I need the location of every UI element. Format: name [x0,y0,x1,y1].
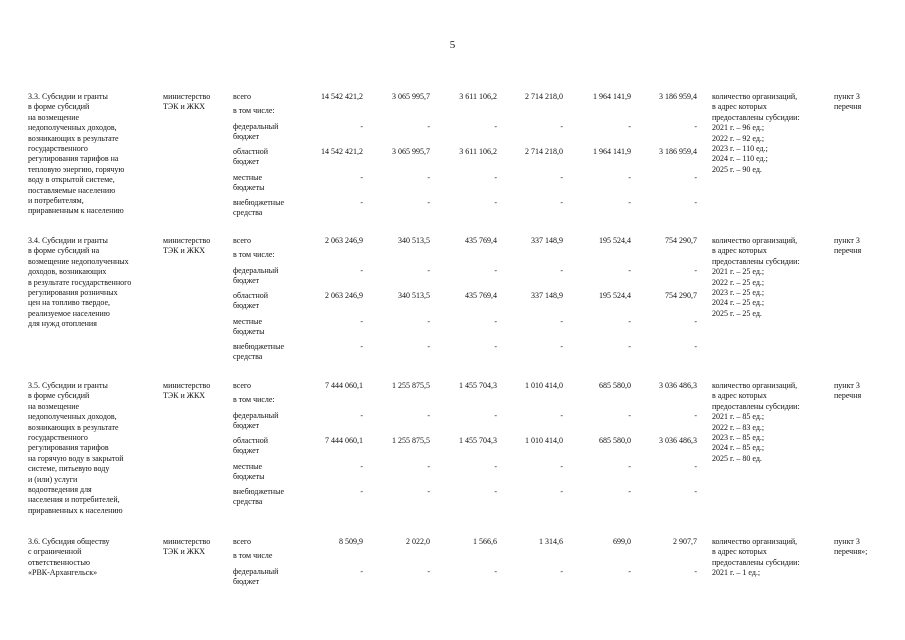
funding-value-2022: - [494,266,497,275]
funding-source-label-line: бюджет [233,132,260,142]
funding-value-2021: 340 513,5 [398,236,430,245]
result-indicator-line: количество организаций, [712,236,798,245]
funding-value-2025: - [694,266,697,275]
funding-value-2020: 2 063 246,9 [325,236,363,245]
funding-value-2021: - [427,411,430,420]
result-indicator-line: 2022 г. – 83 ед.; [712,422,765,432]
responsible-executor [163,381,229,402]
measure-name-line: приравненных к населению [28,505,123,515]
funding-source-label-line: местные [233,173,263,182]
funding-value-2024: - [628,173,631,182]
funding-value-2021: - [427,266,430,275]
funding-value-2021: - [427,342,430,351]
funding-source-label [233,106,308,116]
measure-name-line: возникающих в результате [28,422,119,432]
funding-source-label-line: средства [233,352,263,362]
result-indicator-line: 2021 г. – 1 ед.; [712,568,761,578]
measure-name-line: приравненным к населению [28,206,124,216]
executor-line: министерство [163,381,211,390]
funding-source-label-line: бюджет [233,301,260,311]
responsible-executor [163,537,229,558]
measure-name-line: поставляемые населению [28,185,116,195]
measure-name-line: в форме субсидий [28,391,90,401]
result-indicator-line: предоставлены субсидии: [712,557,800,567]
funding-value-2020: 8 509,9 [339,537,363,546]
funding-value-2023: - [560,462,563,471]
funding-source-label-line: областной [233,291,269,300]
funding-value-2021: - [427,173,430,182]
funding-value-2024: - [628,266,631,275]
list-reference-line: пункт 3 [834,236,860,245]
funding-value-2021: - [427,462,430,471]
result-indicator-line: 2025 г. – 90 ед. [712,164,762,174]
measure-name [28,537,158,579]
funding-source-label-line: всего [233,92,252,101]
measure-name-line: государственного [28,144,88,154]
funding-value-2022: - [494,462,497,471]
responsible-executor [163,236,229,257]
funding-value-2021: - [427,487,430,496]
measure-name-line: недополученных доходов, [28,412,117,422]
result-indicator-line: предоставлены субсидии: [712,112,800,122]
funding-source-label [233,395,308,405]
funding-value-2024: 685 580,0 [599,436,631,445]
funding-value-2020: 14 542 421,2 [321,92,363,101]
executor-line: министерство [163,236,211,245]
list-reference [834,92,879,113]
funding-value-2024: 195 524,4 [599,236,631,245]
funding-value-2025: - [694,317,697,326]
funding-value-2020: - [360,122,363,131]
page-number: 5 [449,39,456,51]
funding-value-2023: - [560,173,563,182]
list-reference-line: перечня [834,391,862,401]
funding-value-2021: 3 065 995,7 [392,147,430,156]
funding-value-2022: - [494,198,497,207]
result-indicator-line: 2025 г. – 80 ед. [712,453,762,463]
executor-line: ТЭК и ЖКХ [163,547,206,557]
list-reference [834,381,879,402]
funding-value-2023: - [560,317,563,326]
list-reference-line: пункт 3 [834,537,860,546]
measure-name-line: регулирования розничных [28,288,118,298]
funding-value-2020: - [360,342,363,351]
measure-name-line: с ограниченной [28,547,82,557]
funding-source-label-line: бюджет [233,577,260,587]
funding-value-2024: 685 580,0 [599,381,631,390]
result-indicator-line: количество организаций, [712,381,798,390]
funding-value-2021: 2 022,0 [406,537,430,546]
funding-source-label-line: внебюджетные [233,342,284,351]
funding-value-2024: 1 964 141,9 [593,147,631,156]
funding-source-label-line: местные [233,462,263,471]
measure-name-line: на возмещение [28,401,80,411]
measure-name-line: тепловую энергию, горячую [28,164,125,174]
funding-source-label-line: федеральный [233,411,279,420]
measure-name-line: в форме субсидий [28,102,90,112]
result-indicator-line: 2025 г. – 25 ед. [712,308,762,318]
result-indicator-line: 2021 г. – 96 ед.; [712,123,765,133]
funding-value-2023: 2 714 218,0 [525,147,563,156]
funding-value-2022: 1 455 704,3 [459,436,497,445]
measure-name-line: цен на топливо твердое, [28,298,111,308]
funding-source-label-line: средства [233,208,263,218]
result-indicator-line: количество организаций, [712,537,798,546]
funding-source-label-line: местные [233,317,263,326]
measure-name-line: для нужд отопления [28,319,97,329]
funding-value-2024: - [628,342,631,351]
funding-value-2024: - [628,567,631,576]
result-indicator-line: количество организаций, [712,92,798,101]
funding-value-2022: 3 611 106,2 [459,92,497,101]
result-indicator-line: 2021 г. – 85 ед.; [712,412,765,422]
funding-source-label-line: федеральный [233,266,279,275]
funding-value-2021: 340 513,5 [398,291,430,300]
funding-value-2020: - [360,266,363,275]
result-indicator-line: 2024 г. – 85 ед.; [712,443,765,453]
funding-value-2022: - [494,567,497,576]
funding-value-2025: 3 186 959,4 [659,92,697,101]
executor-line: министерство [163,537,211,546]
funding-value-2025: 2 907,7 [673,537,697,546]
result-indicator-line: в адрес которых [712,547,767,557]
funding-value-2023: - [560,487,563,496]
measure-name-line: 3.6. Субсидия обществу [28,537,110,546]
list-reference-line: перечня»; [834,547,868,557]
funding-value-2023: - [560,266,563,275]
executor-line: ТЭК и ЖКХ [163,102,206,112]
result-indicator [712,92,832,175]
responsible-executor [163,92,229,113]
funding-value-2023: 2 714 218,0 [525,92,563,101]
result-indicator-line: предоставлены субсидии: [712,256,800,266]
funding-value-2020: 14 542 421,2 [321,147,363,156]
measure-name-line: воду в открытой системе, [28,175,115,185]
funding-value-2024: - [628,462,631,471]
funding-source-label-line: внебюджетные [233,198,284,207]
funding-source-label-line: бюджет [233,421,260,431]
funding-source-label-line: всего [233,537,252,546]
funding-value-2020: - [360,567,363,576]
funding-value-2025: - [694,122,697,131]
funding-value-2024: - [628,317,631,326]
result-indicator-line: 2024 г. – 25 ед.; [712,298,765,308]
funding-value-2022: 435 769,4 [465,236,497,245]
funding-source-label-line: областной [233,147,269,156]
executor-line: министерство [163,92,211,101]
measure-name-line: в результате государственного [28,277,132,287]
list-reference-line: перечня [834,246,862,256]
result-indicator-line: 2021 г. – 25 ед.; [712,267,765,277]
measure-name-line: 3.4. Субсидии и гранты [28,236,108,245]
funding-source-label-line: бюджет [233,446,260,456]
funding-value-2025: - [694,411,697,420]
result-indicator-line: в адрес которых [712,391,767,401]
result-indicator-line: 2023 г. – 25 ед.; [712,288,765,298]
result-indicator [712,381,832,464]
list-reference-line: перечня [834,102,862,112]
funding-value-2025: 3 186 959,4 [659,147,697,156]
funding-value-2020: - [360,198,363,207]
measure-name-line: недополученных доходов, [28,123,117,133]
measure-name-line: регулирования тарифов [28,443,109,453]
result-indicator-line: 2023 г. – 85 ед.; [712,433,765,443]
measure-name-line: доходов, возникающих [28,267,107,277]
funding-value-2024: - [628,487,631,496]
funding-value-2025: - [694,567,697,576]
funding-value-2022: - [494,487,497,496]
measure-name [28,236,158,330]
funding-value-2025: - [694,342,697,351]
funding-value-2025: - [694,198,697,207]
funding-value-2020: - [360,317,363,326]
funding-value-2020: - [360,487,363,496]
funding-value-2023: - [560,198,563,207]
funding-value-2025: 3 036 486,3 [659,436,697,445]
funding-value-2021: 1 255 875,5 [392,436,430,445]
measure-name-line: «РВК-Архангельск» [28,568,98,578]
funding-value-2021: 3 065 995,7 [392,92,430,101]
funding-source-label-line: бюджет [233,276,260,286]
funding-value-2025: - [694,487,697,496]
measure-name-line: регулирования тарифов на [28,154,119,164]
funding-value-2025: - [694,462,697,471]
executor-line: ТЭК и ЖКХ [163,391,206,401]
measure-name-line: и (или) услуги [28,474,78,484]
measure-name-line: ответственностью [28,557,91,567]
measure-name-line: 3.5. Субсидии и гранты [28,381,108,390]
funding-source-label-line: всего [233,381,252,390]
measure-name [28,92,158,217]
funding-value-2023: - [560,122,563,131]
measure-name-line: в форме субсидий на [28,246,100,256]
funding-source-label-line: в том числе: [233,250,275,259]
funding-source-label-line: бюджеты [233,183,265,193]
measure-name-line: населения и потребителей, [28,495,120,505]
funding-value-2024: 195 524,4 [599,291,631,300]
list-reference [834,537,879,558]
measure-name-line: системе, питьевую воду [28,464,110,474]
funding-source-label-line: бюджет [233,157,260,167]
list-reference [834,236,879,257]
funding-source-label-line: в том числе: [233,106,275,115]
funding-value-2022: - [494,342,497,351]
funding-value-2021: 1 255 875,5 [392,381,430,390]
result-indicator-line: предоставлены субсидии: [712,401,800,411]
measure-name-line: водоотведения для [28,485,92,495]
funding-value-2025: 754 290,7 [665,236,697,245]
list-reference-line: пункт 3 [834,92,860,101]
funding-value-2022: 1 455 704,3 [459,381,497,390]
funding-value-2023: 337 148,9 [531,291,563,300]
result-indicator-line: в адрес которых [712,246,767,256]
funding-source-label-line: бюджеты [233,472,265,482]
funding-source-label-line: в том числе: [233,395,275,404]
funding-source-label [233,250,308,260]
funding-source-label-line: федеральный [233,122,279,131]
measure-name-line: возникающих в результате [28,133,119,143]
measure-name-line: реализуемое населению [28,308,110,318]
result-indicator [712,236,832,319]
funding-value-2021: - [427,317,430,326]
funding-value-2023: - [560,567,563,576]
measure-name-line: на возмещение [28,112,80,122]
funding-source-label-line: бюджеты [233,327,265,337]
funding-value-2023: 1 314,6 [539,537,563,546]
funding-source-label-line: федеральный [233,567,279,576]
result-indicator-line: 2022 г. – 92 ед.; [712,133,765,143]
funding-value-2024: 699,0 [613,537,631,546]
funding-value-2024: 1 964 141,9 [593,92,631,101]
funding-value-2023: 1 010 414,0 [525,381,563,390]
funding-value-2022: - [494,122,497,131]
funding-value-2021: - [427,122,430,131]
funding-source-label [233,551,308,561]
funding-value-2020: - [360,411,363,420]
funding-value-2022: - [494,317,497,326]
funding-source-label-line: областной [233,436,269,445]
funding-value-2020: 2 063 246,9 [325,291,363,300]
funding-source-label-line: в том числе [233,551,273,560]
funding-value-2023: - [560,411,563,420]
funding-source-label-line: всего [233,236,252,245]
funding-value-2022: - [494,411,497,420]
list-reference-line: пункт 3 [834,381,860,390]
result-indicator-line: 2023 г. – 110 ед.; [712,144,768,154]
measure-name-line: возмещение недополученных [28,256,129,266]
funding-value-2023: 337 148,9 [531,236,563,245]
result-indicator-line: 2022 г. – 25 ед.; [712,277,765,287]
measure-name-line: 3.3. Субсидии и гранты [28,92,108,101]
funding-value-2020: 7 444 060,1 [325,381,363,390]
measure-name-line: государственного [28,433,88,443]
funding-value-2020: 7 444 060,1 [325,436,363,445]
funding-value-2024: - [628,122,631,131]
result-indicator [712,537,832,579]
measure-name-line: и потребителям, [28,196,84,206]
funding-value-2024: - [628,198,631,207]
funding-value-2025: 754 290,7 [665,291,697,300]
funding-value-2020: - [360,462,363,471]
funding-value-2022: 435 769,4 [465,291,497,300]
funding-value-2022: - [494,173,497,182]
executor-line: ТЭК и ЖКХ [163,246,206,256]
funding-value-2024: - [628,411,631,420]
funding-source-label-line: средства [233,497,263,507]
funding-value-2020: - [360,173,363,182]
funding-value-2023: 1 010 414,0 [525,436,563,445]
measure-name-line: на горячую воду в закрытой [28,453,124,463]
funding-value-2025: - [694,173,697,182]
result-indicator-line: в адрес которых [712,102,767,112]
measure-name [28,381,158,516]
funding-source-label-line: внебюджетные [233,487,284,496]
funding-value-2021: - [427,198,430,207]
funding-value-2023: - [560,342,563,351]
funding-value-2025: 3 036 486,3 [659,381,697,390]
funding-value-2022: 3 611 106,2 [459,147,497,156]
funding-value-2022: 1 566,6 [473,537,497,546]
funding-value-2021: - [427,567,430,576]
result-indicator-line: 2024 г. – 110 ед.; [712,154,768,164]
